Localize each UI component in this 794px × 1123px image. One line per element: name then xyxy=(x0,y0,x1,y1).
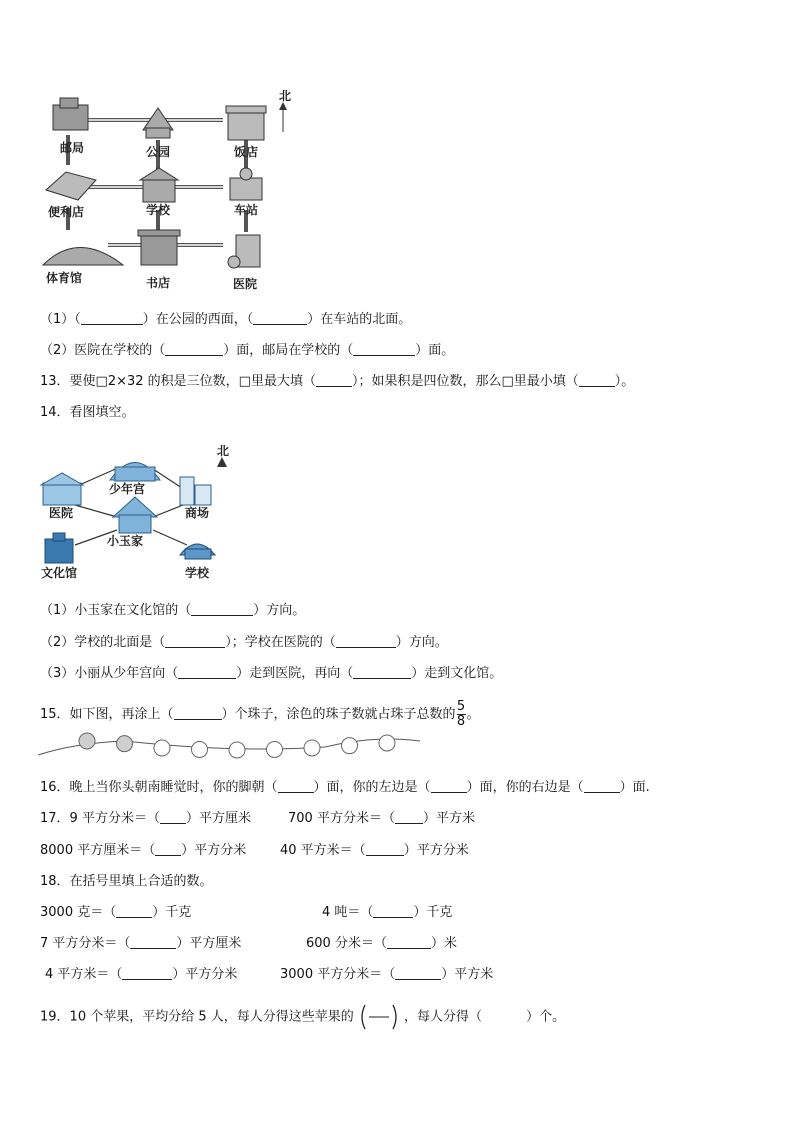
post-office-icon xyxy=(53,98,88,130)
q15-fraction: $\frac{5}{8}$ xyxy=(456,699,466,729)
map2-label-culture-hall: 文化馆 xyxy=(41,566,78,580)
bead-shaded[interactable] xyxy=(79,733,95,749)
q18-row1-right: 4 吨＝（ ）千克 xyxy=(322,905,453,920)
home-icon xyxy=(113,497,157,533)
q14-part1: （1）小玉家在文化馆的（ ）方向。 xyxy=(40,603,306,618)
map1-label-restaurant: 饭店 xyxy=(234,145,259,159)
bead-shaded[interactable] xyxy=(117,736,133,752)
bead-unshaded[interactable] xyxy=(192,741,208,757)
q17-blank3[interactable] xyxy=(155,842,181,856)
q14-p3-blank2[interactable] xyxy=(353,665,411,679)
q14-part3: （3）小丽从少年宫向（ ）走到医院，再向（ ）走到文化馆。 xyxy=(40,666,503,681)
map2-label-mall: 商场 xyxy=(185,506,210,520)
bead-unshaded[interactable] xyxy=(342,738,358,754)
stadium-icon xyxy=(43,248,123,266)
q18-blank3[interactable] xyxy=(130,935,176,949)
q17-row2-left: 8000 平方厘米＝（ ）平方分米 xyxy=(40,843,247,858)
map1-label-park: 公园 xyxy=(146,145,171,159)
map2-label-home: 小玉家 xyxy=(107,534,144,548)
q18-row3-right: 3000 平方分米＝（ ）平方米 xyxy=(280,967,494,982)
school-icon-1 xyxy=(140,168,178,202)
bead-unshaded[interactable] xyxy=(229,742,245,758)
hospital-icon-2 xyxy=(41,473,83,505)
q16-blank3[interactable] xyxy=(584,779,620,793)
map-2-figure xyxy=(35,445,235,585)
beads-string xyxy=(35,725,425,770)
map1-label-bookstore: 书店 xyxy=(146,276,171,290)
store-icon xyxy=(46,172,96,200)
q17-row1-left: 17．9 平方分米＝（ ）平方厘米 xyxy=(40,811,251,826)
map-1-figure xyxy=(38,90,298,295)
north-arrow-2 xyxy=(217,457,227,467)
q14-p1-blank[interactable] xyxy=(191,602,253,616)
q16-blank2[interactable] xyxy=(431,779,467,793)
q15-blank[interactable] xyxy=(174,706,222,720)
q18-row3-left: 4 平方米＝（ ）平方分米 xyxy=(45,967,238,982)
youth-palace-icon xyxy=(110,463,160,482)
q18-row2-right: 600 分米＝（ ）米 xyxy=(306,936,457,951)
bead-unshaded[interactable] xyxy=(267,741,283,757)
q14-p2-blank1[interactable] xyxy=(165,634,225,648)
q18-blank6[interactable] xyxy=(395,966,441,980)
map2-label-hospital: 医院 xyxy=(49,506,74,520)
q12-part2: （2）医院在学校的（ ）面，邮局在学校的（ ）面。 xyxy=(40,343,455,358)
q14-p3-blank1[interactable] xyxy=(178,665,236,679)
q17-row1-right: 700 平方分米＝（ ）平方米 xyxy=(288,811,475,826)
restaurant-icon xyxy=(226,106,266,140)
q12-p2-blank2[interactable] xyxy=(353,342,415,356)
map2-label-school: 学校 xyxy=(185,566,210,580)
q18-row2-left: 7 平方分米＝（ ）平方厘米 xyxy=(40,936,242,951)
q18-blank5[interactable] xyxy=(122,966,172,980)
q12-p2-blank1[interactable] xyxy=(165,342,223,356)
q13: 13．要使□2×32 的积是三位数，□里最大填（ ）；如果积是四位数，那么□里最小填（ ）。 xyxy=(40,374,635,389)
hospital-icon-1 xyxy=(228,235,260,268)
map2-label-youth-palace: 少年宫 xyxy=(109,482,146,496)
map1-label-store: 便利店 xyxy=(48,205,85,219)
map1-label-school: 学校 xyxy=(146,203,171,217)
q12-part1: （1）（ ）在公园的西面，（ ）在车站的北面。 xyxy=(40,312,412,327)
bookstore-icon xyxy=(138,230,180,265)
bead-unshaded[interactable] xyxy=(379,735,395,751)
q13-blank1[interactable] xyxy=(316,373,352,387)
q17-blank1[interactable] xyxy=(160,810,186,824)
bead-unshaded[interactable] xyxy=(304,740,320,756)
q17-blank2[interactable] xyxy=(395,810,423,824)
q13-blank2[interactable] xyxy=(579,373,615,387)
map1-label-stadium: 体育馆 xyxy=(46,271,83,285)
north-label-2: 北 xyxy=(217,445,230,458)
map1-label-hospital: 医院 xyxy=(233,277,258,291)
q18-title: 18．在括号里填上合适的数。 xyxy=(40,874,213,889)
q14-part2: （2）学校的北面是（ ）；学校在医院的（ ）方向。 xyxy=(40,635,448,650)
q18-row1-left: 3000 克＝（ ）千克 xyxy=(40,905,192,920)
q17-blank4[interactable] xyxy=(366,842,404,856)
q14-p2-blank2[interactable] xyxy=(336,634,396,648)
q18-blank1[interactable] xyxy=(116,904,152,918)
q15: 15．如下图，再涂上（ ）个珠子，涂色的珠子数就占珠子总数的 $\frac{5}{8}$ 。 xyxy=(40,699,480,729)
school-icon-2 xyxy=(180,544,215,559)
q14-title: 14．看图填空。 xyxy=(40,405,135,420)
q18-blank4[interactable] xyxy=(387,935,431,949)
culture-hall-icon xyxy=(45,533,73,563)
park-icon xyxy=(143,108,173,138)
q12-p1-blank2[interactable] xyxy=(253,311,307,325)
q16: 16．晚上当你头朝南睡觉时，你的脚朝（ ）面，你的左边是（ ）面，你的右边是（ ）面. xyxy=(40,780,650,795)
q16-blank1[interactable] xyxy=(278,779,314,793)
north-arrow-1 xyxy=(279,102,287,132)
mall-icon xyxy=(180,477,211,505)
north-label-1: 北 xyxy=(279,90,292,103)
q12-p1-blank1[interactable] xyxy=(81,311,143,325)
q19: 19．10 个苹果，平均分给 5 人，每人分得这些苹果的 ，每人分得（ ）个。 xyxy=(40,1003,565,1031)
station-icon xyxy=(230,168,262,200)
map1-label-station: 车站 xyxy=(234,203,259,217)
bead-unshaded[interactable] xyxy=(154,740,170,756)
q18-blank2[interactable] xyxy=(373,904,413,918)
q17-row2-right: 40 平方米＝（ ）平方分米 xyxy=(280,843,469,858)
map1-label-post-office: 邮局 xyxy=(60,141,85,155)
q19-fraction-blank[interactable] xyxy=(358,1003,400,1031)
